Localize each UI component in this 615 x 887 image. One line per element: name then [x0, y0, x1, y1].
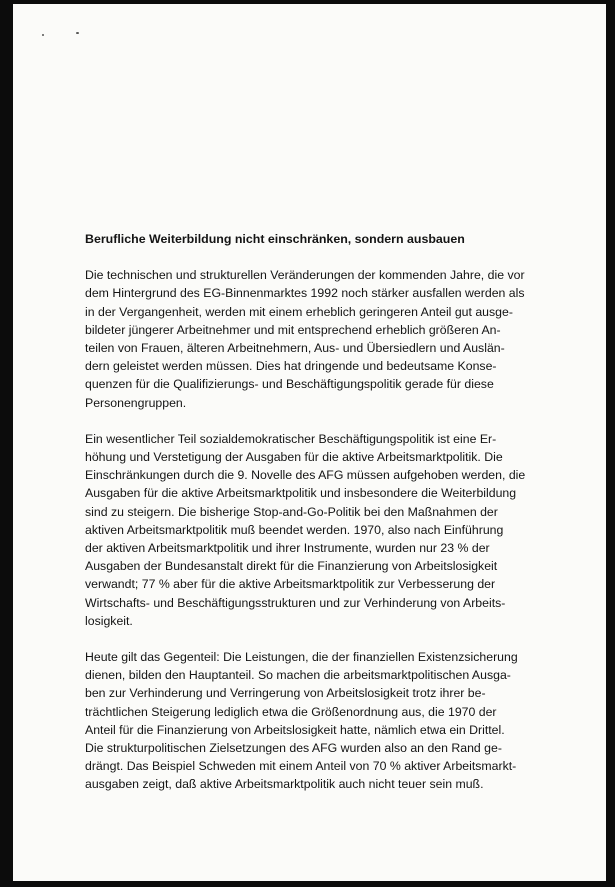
document-body — [85, 230, 525, 812]
text-line: Wirtschafts- und Beschäftigungsstrukturen und zur Verhinderung von Arbeits- — [85, 595, 506, 610]
text-line: quenzen für die Qualifizierungs- und Beschäftigungspolitik gerade für diese — [85, 377, 494, 392]
text-line: Heute gilt das Gegenteil: Die Leistungen, die der finanziellen Existenzsicherung — [85, 650, 518, 665]
text-line: Einschränkungen durch die 9. Novelle des AFG müssen aufgehoben werden, die — [85, 468, 526, 483]
text-line: dern geleistet werden müssen. Dies hat dringende und bedeutsame Konse- — [85, 359, 497, 374]
text-line: verwandt; 77 % aber für die aktive Arbeitsmarktpolitik zur Verbesserung der — [85, 577, 496, 592]
text-line: Personengruppen. — [85, 395, 187, 410]
document-page — [13, 4, 606, 881]
text-line: aktiven Arbeitsmarktpolitik muß beendet werden. 1970, also nach Einführung — [85, 522, 504, 537]
text-line: drängt. Das Beispiel Schweden mit einem Anteil von 70 % aktiver Arbeitsmarkt- — [85, 759, 517, 774]
text-line: ben zur Verhinderung und Verringerung von Arbeitslosigkeit trotz ihrer be- — [85, 686, 486, 701]
text-line: Ausgaben für die aktive Arbeitsmarktpolitik und insbesondere die Weiterbildung — [85, 486, 517, 501]
text-line: dem Hintergrund des EG-Binnenmarktes 1992 noch stärker ausfallen werden als — [85, 286, 525, 301]
text-line: ausgaben zeigt, daß aktive Arbeitsmarktpolitik auch nicht teuer sein muß. — [85, 777, 484, 792]
text-line: Anteil für die Finanzierung von Arbeitslosigkeit hatte, nämlich etwa ein Drittel. — [85, 722, 505, 737]
text-line: Die technischen und strukturellen Veränderungen der kommenden Jahre, die vor — [85, 268, 525, 283]
text-line: trächtlichen Steigerung lediglich etwa die Größenordnung aus, die 1970 der — [85, 704, 497, 719]
paragraph-1 — [85, 266, 525, 412]
text-line: teilen von Frauen, älteren Arbeitnehmern, Aus- und Übersiedlern und Auslän- — [85, 341, 505, 356]
text-line: der aktiven Arbeitsmarktpolitik und ihrer Instrumente, wurden nur 23 % der — [85, 541, 490, 556]
text-line: Ein wesentlicher Teil sozialdemokratischer Beschäftigungspolitik ist eine Er- — [85, 431, 497, 446]
text-line: losigkeit. — [85, 613, 133, 628]
paragraph-3 — [85, 648, 525, 794]
text-line: sind zu steigern. Die bisherige Stop-and-Go-Politik bei den Maßnahmen der — [85, 504, 498, 519]
paragraph-2 — [85, 430, 525, 630]
text-line: höhung und Verstetigung der Ausgaben für die aktive Arbeitsmarktpolitik. Die — [85, 450, 503, 465]
text-line: bildeter jüngerer Arbeitnehmer und mit entsprechend erheblich größeren An- — [85, 322, 501, 337]
text-line: dienen, bilden den Hauptanteil. So machen die arbeitsmarktpolitischen Ausga- — [85, 668, 511, 683]
scan-speck — [76, 32, 79, 34]
section-heading: Berufliche Weiterbildung nicht einschränken, sondern ausbauen — [85, 232, 465, 246]
text-line: Ausgaben der Bundesanstalt direkt für die Finanzierung von Arbeitslosigkeit — [85, 559, 498, 574]
text-line: in der Vergangenheit, werden mit einem erheblich geringeren Anteil gut ausge- — [85, 304, 513, 319]
text-line: Die strukturpolitischen Zielsetzungen des AFG wurden also an den Rand ge- — [85, 741, 502, 756]
scan-speck — [42, 34, 44, 36]
